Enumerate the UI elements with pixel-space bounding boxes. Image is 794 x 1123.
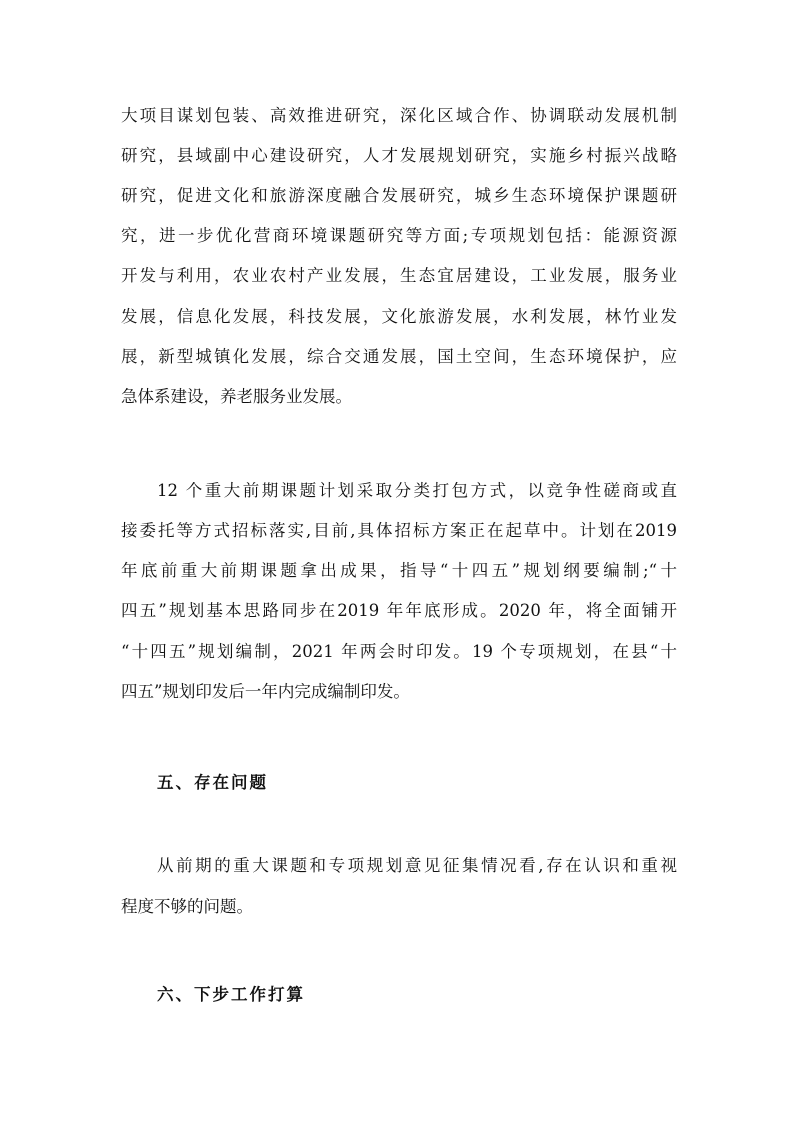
- paragraph-2-line-6: 四五”规划印发后一年内完成编制印发。: [121, 682, 410, 701]
- paragraph-2-line-2: 接委托等方式招标落实,目前,具体招标方案正在起草中。计划在2019: [121, 521, 677, 540]
- paragraph-1-line-4: 究，进一步优化营商环境课题研究等方面;专项规划包括：能源资源: [121, 226, 677, 245]
- paragraph-1-line-1: 大项目谋划包装、高效推进研究，深化区域合作、协调联动发展机制: [121, 106, 677, 125]
- paragraph-1-line-7: 展，新型城镇化发展，综合交通发展，国土空间，生态环境保护，应: [121, 347, 677, 366]
- section-6-heading: 六、下步工作打算: [157, 985, 305, 1004]
- paragraph-2-line-3: 年底前重大前期课题拿出成果，指导“十四五”规划纲要编制;“十: [121, 561, 677, 580]
- paragraph-2-line-4: 四五”规划基本思路同步在2019 年年底形成。2020 年，将全面铺开: [121, 601, 677, 620]
- section-5-line-2: 程度不够的问题。: [121, 897, 253, 916]
- section-5-heading: 五、存在问题: [157, 773, 268, 792]
- paragraph-1-line-8: 急体系建设，养老服务业发展。: [121, 387, 352, 406]
- paragraph-1-line-5: 开发与利用，农业农村产业发展，生态宜居建设，工业发展，服务业: [121, 266, 677, 285]
- paragraph-2-line-1: 12 个重大前期课题计划采取分类打包方式，以竞争性磋商或直: [157, 481, 677, 500]
- paragraph-1-line-6: 发展，信息化发展，科技发展，文化旅游发展，水利发展，林竹业发: [121, 307, 677, 326]
- paragraph-1-line-2: 研究，县域副中心建设研究，人才发展规划研究，实施乡村振兴战略: [121, 146, 677, 165]
- section-5-line-1: 从前期的重大课题和专项规划意见征集情况看,存在认识和重视: [157, 856, 677, 875]
- paragraph-2-line-5: “十四五”规划编制，2021 年两会时印发。19 个专项规划，在县“十: [121, 642, 677, 661]
- paragraph-1-line-3: 研究，促进文化和旅游深度融合发展研究，城乡生态环境保护课题研: [121, 186, 677, 205]
